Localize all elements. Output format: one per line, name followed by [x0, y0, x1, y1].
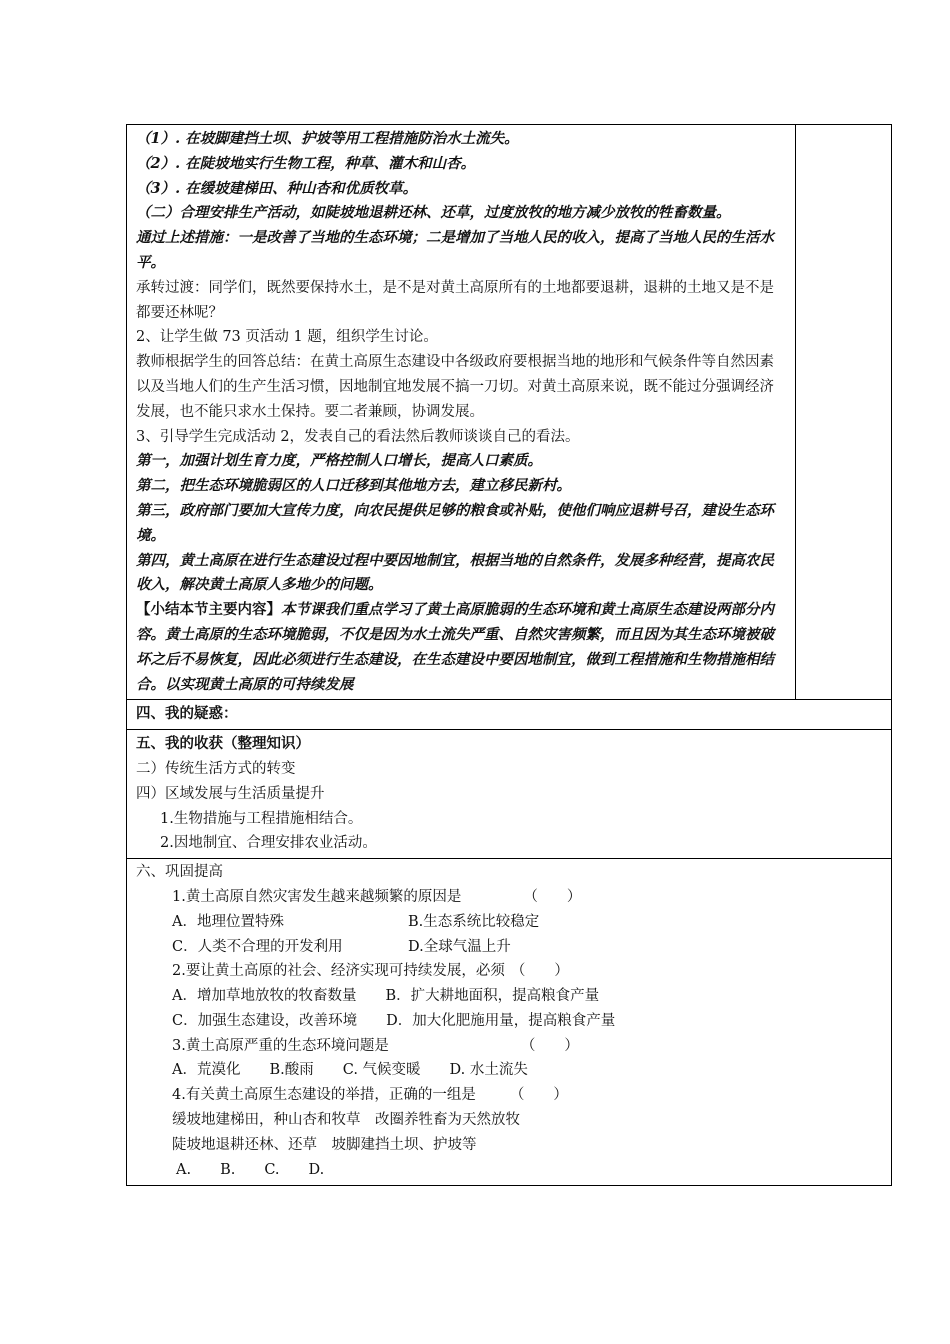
summary-label: 【小结本节主要内容】	[136, 601, 281, 619]
measure-para-2: （二）合理安排生产活动，如陡坡地退耕还林、还草，过度放牧的地方减少放牧的牲畜数量。	[136, 204, 731, 222]
teacher-summary-text: 教师根据学生的回答总结：在黄土高原生态建设中各级政府要根据当地的地形和气候条件等自然因素以及当地人们的生产生活习惯，因地制宜地发展不搞一刀切。对黄土高原来说，既不能过分强调经济发展，也不能只求水土保持。要二者兼顾，协调发展。	[136, 354, 774, 420]
gains-cell	[127, 730, 892, 859]
gains-title: 五、我的收获（整理知识）	[136, 735, 310, 753]
measures-row	[127, 125, 892, 700]
summary-text: 本节课我们重点学习了黄土高原脆弱的生态环境和黄土高原生态建设两部分内容。黄土高原的生态环境脆弱，不仅是因为水土流失严重、自然灾害频繁，而且因为其生态环境被破坏之后不易恢复，因此必须进行生态建设，在生态建设中要因地制宜，做到工程措施和生物措施相结合。以实现黄土高原的可持续发展	[136, 601, 774, 693]
point-3-text: 第三，政府部门要加大宣传力度，向农民提供足够的粮食或补贴，使他们响应退耕号召，建设生态环境。	[136, 501, 774, 544]
summary-paragraph	[136, 598, 787, 697]
transition-text: 承转过渡：同学们，既然要保持水土，是不是对黄土高原所有的土地都要退耕，退耕的土地又是不是都要还林呢？	[136, 279, 774, 321]
lesson-table	[126, 124, 892, 1186]
q2-answer-blank: （ ）	[510, 963, 569, 980]
q1-stem-line	[136, 885, 883, 910]
gains-item-2: 四）区域发展与生活质量提升	[136, 785, 325, 802]
q1-options-row-2	[136, 935, 883, 960]
q4-statement-1: 缓坡地建梯田，种山杏和牧草 改圈养牲畜为天然放牧	[172, 1112, 520, 1129]
measure-line-2: （2）. 在陡坡地实行生物工程，种草、灌木和山杏。	[136, 154, 476, 172]
practice-title: 六、巩固提高	[136, 864, 223, 881]
doubts-row	[127, 700, 892, 730]
gains-row	[127, 730, 892, 859]
q1-answer-blank: （ ）	[523, 888, 582, 905]
measure-line-1: （1）. 在坡脚建挡土坝、护坡等用工程措施防治水土流失。	[136, 130, 519, 147]
q4-stem: 4.有关黄土高原生态建设的举措，正确的一组是	[172, 1087, 476, 1104]
q1-option-a: A．地理位置特殊	[172, 913, 284, 930]
q1-options-row-1	[136, 910, 883, 935]
q3-stem: 3.黄土高原严重的生态环境问题是	[172, 1037, 389, 1054]
measure-para-3: 通过上述措施：一是改善了当地的生态环境；二是增加了当地人民的收入，提高了当地人民的生活水平。	[136, 229, 774, 271]
q2-stem-line	[136, 959, 883, 984]
activity-2-text: 3、引导学生完成活动 2，发表自己的看法然后教师谈谈自己的看法。	[136, 428, 580, 445]
gains-subitem-1: 1.生物措施与工程措施相结合。	[160, 810, 363, 827]
point-1-text: 第一，加强计划生育力度，严格控制人口增长，提高人口素质。	[136, 452, 542, 470]
side-notes-cell	[796, 125, 892, 700]
doubts-cell	[127, 700, 892, 730]
q1-option-b: B.生态系统比较稳定	[408, 913, 540, 930]
q3-stem-line	[136, 1034, 883, 1059]
q4-statement-2: 陡坡地退耕还林、还草 坡脚建挡土坝、护坡等	[172, 1136, 477, 1153]
q1-stem: 1.黄土高原自然灾害发生越来越频繁的原因是	[172, 888, 462, 905]
q3-options: A．荒漠化 B.酸雨 C. 气候变暖 D. 水土流失	[172, 1062, 528, 1079]
gains-item-1: 二）传统生活方式的转变	[136, 760, 296, 777]
point-2-text: 第二，把生态环境脆弱区的人口迁移到其他地方去，建立移民新村。	[136, 477, 571, 495]
measure-line-3: （3）. 在缓坡建梯田、种山杏和优质牧草。	[136, 179, 418, 197]
q1-option-d: D.全球气温上升	[408, 938, 511, 955]
q2-stem: 2.要让黄土高原的社会、经济实现可持续发展，必须	[172, 963, 505, 980]
q2-options-row-2: C．加强生态建设，改善环境 D．加大化肥施用量，提高粮食产量	[172, 1012, 616, 1029]
q4-stem-line	[136, 1083, 883, 1108]
practice-cell	[127, 859, 892, 1186]
q4-answer-blank: （ ）	[509, 1087, 568, 1104]
gains-subitem-2: 2.因地制宜、合理安排农业活动。	[160, 835, 377, 852]
q1-option-c: C．人类不合理的开发利用	[172, 938, 343, 955]
q2-options-row-1: A．增加草地放牧的牧畜数量 B．扩大耕地面积，提高粮食产量	[172, 988, 600, 1005]
q4-choices: A. B. C. D.	[176, 1161, 325, 1178]
point-4-text: 第四，黄土高原在进行生态建设过程中要因地制宜，根据当地的自然条件，发展多种经营，提高农民收入，解决黄土高原人多地少的问题。	[136, 551, 774, 594]
activity-1-text: 2、让学生做 73 页活动 1 题，组织学生讨论。	[136, 329, 438, 346]
doubts-title: 四、我的疑惑：	[136, 705, 238, 723]
practice-row	[127, 859, 892, 1186]
measures-cell	[127, 125, 796, 700]
q3-answer-blank: （ ）	[520, 1037, 579, 1054]
